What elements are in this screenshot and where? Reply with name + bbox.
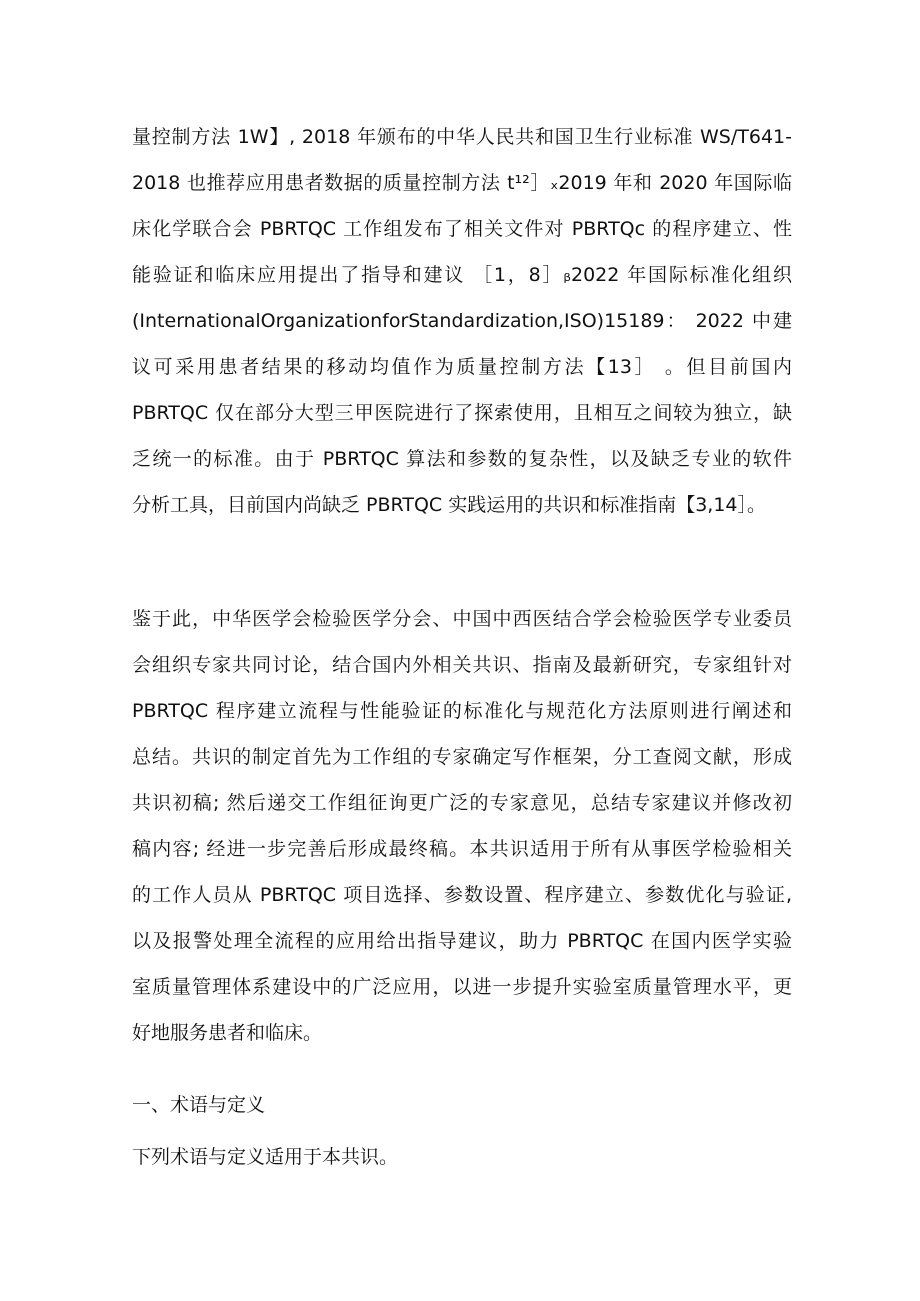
text-line: (InternationalOrganizationforStandardization,ISO)15189： 2022 中建 [132,310,792,332]
text-line: 总结。共识的制定首先为工作组的专家确定写作框架，分工查阅文献，形成 [132,746,792,768]
text-line: 2018 也推荐应用患者数据的质量控制方法 t¹²］ₓ2019 年和 2020 年国际临 [132,172,792,194]
text-line: 稿内容; 经进一步完善后形成最终稿。本共识适用于所有从事医学检验相关 [132,838,792,860]
text-line: 鉴于此，中华医学会检验医学分会、中国中西医结合学会检验医学专业委员 [132,608,792,630]
text-line: 共识初稿; 然后递交工作组征询更广泛的专家意见，总结专家建议并修改初 [132,792,792,814]
paragraph-pbrtqc-background [132,114,792,528]
text-line: 分析工具，目前国内尚缺乏 PBRTQC 实践运用的共识和标准指南【3,14］。 [132,494,767,516]
text-line: 以及报警处理全流程的应用给出指导建议，助力 PBRTQC 在国内医学实验 [132,930,792,952]
section-intro-text: 下列术语与定义适用于本共识。 [132,1146,399,1168]
text-line: PBRTQC 程序建立流程与性能验证的标准化与规范化方法原则进行阐述和 [132,700,792,722]
section-intro [132,1134,792,1180]
text-line: 室质量管理体系建设中的广泛应用，以进一步提升实验室质量管理水平，更 [132,976,792,998]
section-heading-text: 一、术语与定义 [132,1094,266,1116]
paragraph-consensus-scope [132,596,792,1056]
text-line: 的工作人员从 PBRTQC 项目选择、参数设置、程序建立、参数优化与验证, [132,884,792,906]
text-line: 议可采用患者结果的移动均值作为质量控制方法【13］ 。但目前国内 [132,356,792,378]
text-line: 床化学联合会 PBRTQC 工作组发布了相关文件对 PBRTQc 的程序建立、性 [132,218,792,240]
text-line: 乏统一的标准。由于 PBRTQC 算法和参数的复杂性，以及缺乏专业的软件 [132,448,792,470]
text-line: 量控制方法 1W】, 2018 年颁布的中华人民共和国卫生行业标准 WS/T641- [132,126,792,148]
text-line: 能验证和临床应用提出了指导和建议 ［1，8］ᵦ2022 年国际标准化组织 [132,264,792,286]
text-line: PBRTQC 仅在部分大型三甲医院进行了探索使用，且相互之间较为独立，缺 [132,402,792,424]
section-heading [132,1082,792,1128]
text-line: 好地服务患者和临床。 [132,1022,323,1044]
text-line: 会组织专家共同讨论，结合国内外相关共识、指南及最新研究，专家组针对 [132,654,792,676]
